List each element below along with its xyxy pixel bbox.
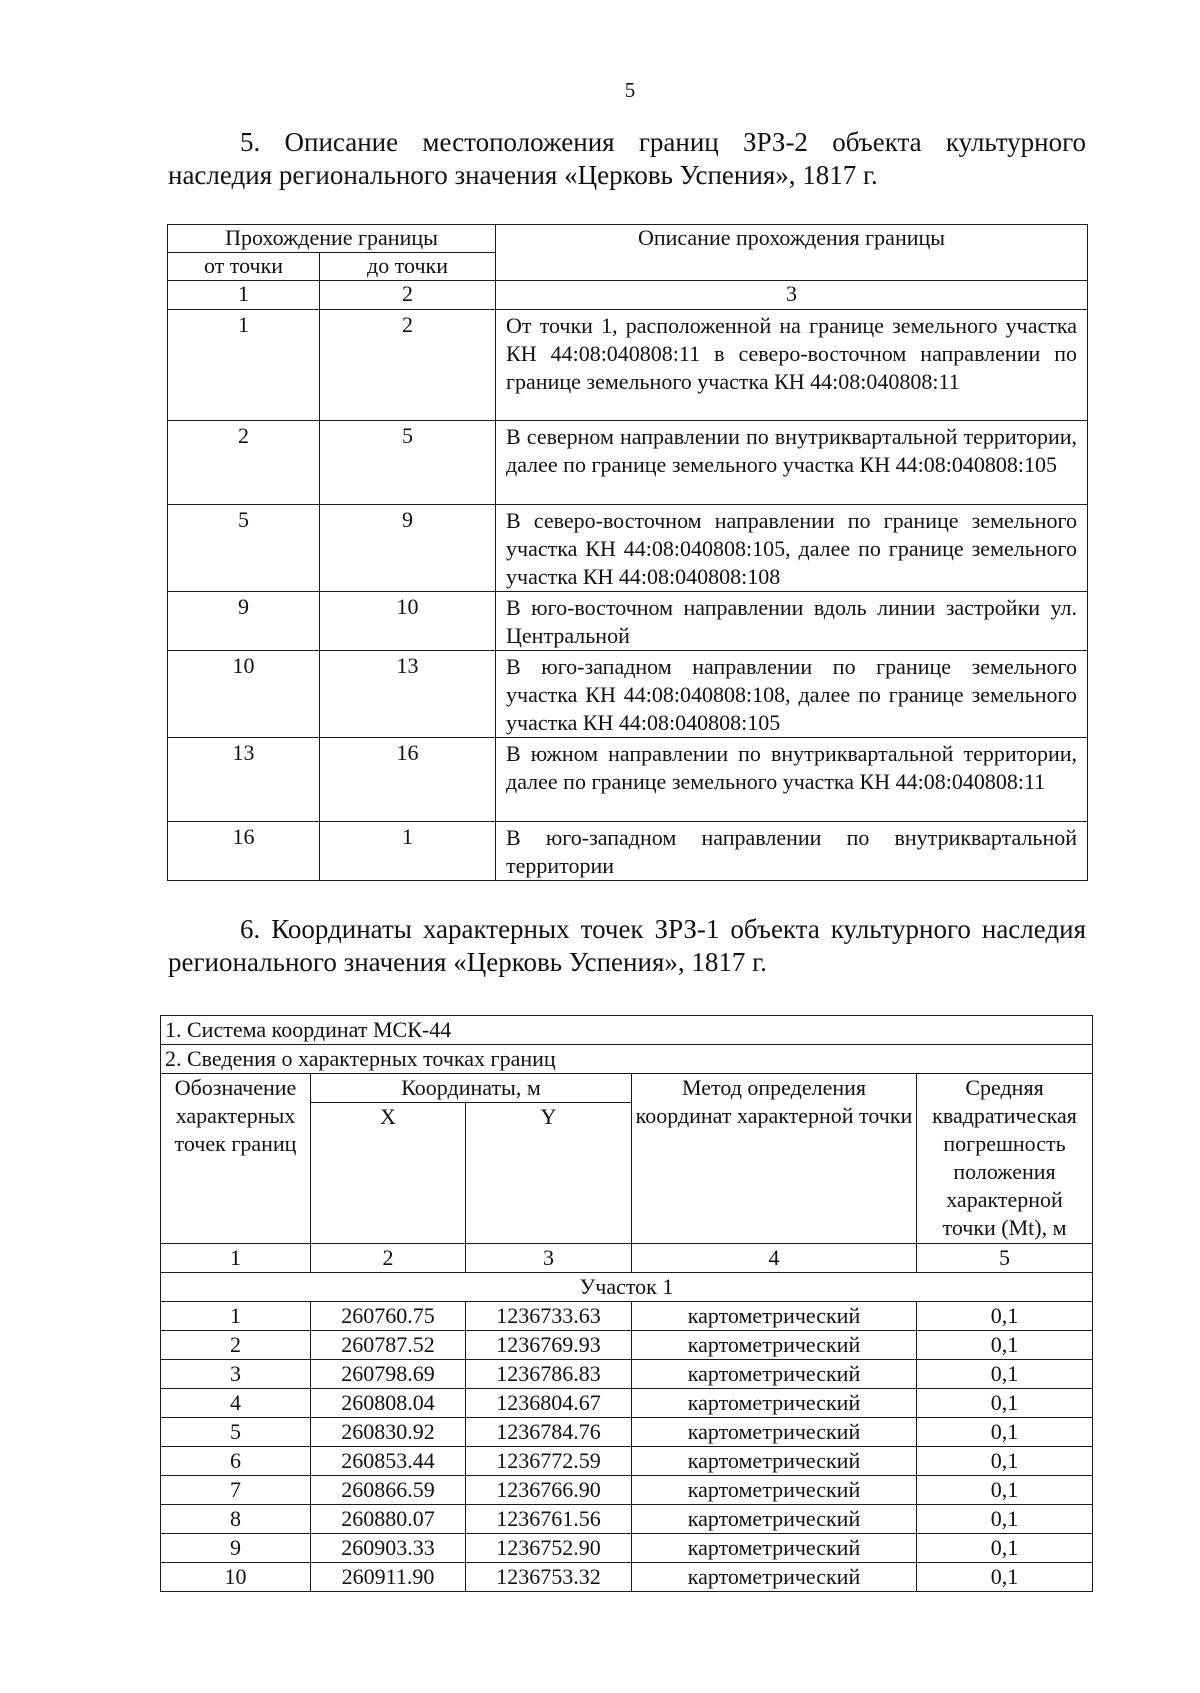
coord-y: 1236753.32 <box>466 1563 632 1592</box>
header-to: до точки <box>320 253 496 281</box>
boundary-description <box>496 738 1088 822</box>
description-text: В северо-восточном направлении по границе земельного участка КН 44:08:040808:105, далее по границе земельного участка КН 44:08:040808:108 <box>506 508 1078 589</box>
error: 0,1 <box>917 1331 1093 1360</box>
coord-x: 260787.52 <box>311 1331 466 1360</box>
from-point: 2 <box>168 421 320 505</box>
col-number: 1 <box>168 281 320 310</box>
table-row <box>161 1389 1093 1418</box>
coord-y: 1236786.83 <box>466 1360 632 1389</box>
method: картометрический <box>632 1418 917 1447</box>
table-row <box>161 1447 1093 1476</box>
error: 0,1 <box>917 1302 1093 1331</box>
error: 0,1 <box>917 1505 1093 1534</box>
col-number: 4 <box>632 1244 917 1273</box>
error: 0,1 <box>917 1563 1093 1592</box>
point-number: 6 <box>161 1447 311 1476</box>
header-from: от точки <box>168 253 320 281</box>
method: картометрический <box>632 1563 917 1592</box>
header-description: Описание прохождения границы <box>496 225 1088 281</box>
coord-x: 260808.04 <box>311 1389 466 1418</box>
to-point: 5 <box>320 421 496 505</box>
coord-y: 1236772.59 <box>466 1447 632 1476</box>
table-row <box>161 1563 1093 1592</box>
coord-y: 1236733.63 <box>466 1302 632 1331</box>
boundary-description <box>496 822 1088 881</box>
boundary-description <box>496 505 1088 592</box>
method: картометрический <box>632 1331 917 1360</box>
coord-x: 260866.59 <box>311 1476 466 1505</box>
from-point: 5 <box>168 505 320 592</box>
coord-x: 260798.69 <box>311 1360 466 1389</box>
description-text: В юго-восточном направлении вдоль линии застройки ул. Центральной <box>506 595 1078 648</box>
error: 0,1 <box>917 1447 1093 1476</box>
header-method: Метод определения координат характерной точки <box>632 1074 917 1244</box>
table-row <box>168 505 1088 592</box>
point-number: 8 <box>161 1505 311 1534</box>
description-text: В южном направлении по внутриквартальной территории, далее по границе земельного участка КН 44:08:040808:11 <box>506 741 1078 794</box>
to-point: 1 <box>320 822 496 881</box>
coord-y: 1236766.90 <box>466 1476 632 1505</box>
description-text: В северном направлении по внутриквартальной территории, далее по границе земельного участка КН 44:08:040808:105 <box>506 424 1078 477</box>
table-row <box>168 310 1088 421</box>
from-point: 13 <box>168 738 320 822</box>
description-text: От точки 1, расположенной на границе земельного участка КН 44:08:040808:11 в северо-восточном направлении по границе земельного участка КН 44:08:040808:11 <box>506 313 1078 394</box>
coord-x: 260853.44 <box>311 1447 466 1476</box>
point-number: 10 <box>161 1563 311 1592</box>
col-number: 1 <box>161 1244 311 1273</box>
coord-y: 1236784.76 <box>466 1418 632 1447</box>
table-row <box>161 1505 1093 1534</box>
section-label: Участок 1 <box>161 1273 1093 1302</box>
to-point: 9 <box>320 505 496 592</box>
header-error: Средняя квадратическая погрешность положения характерной точки (Mt), м <box>917 1074 1093 1244</box>
header-passage: Прохождение границы <box>168 225 496 253</box>
point-number: 7 <box>161 1476 311 1505</box>
table-row <box>161 1302 1093 1331</box>
description-text: В юго-западном направлении по внутриквартальной территории <box>506 825 1078 878</box>
error: 0,1 <box>917 1360 1093 1389</box>
coord-x: 260830.92 <box>311 1418 466 1447</box>
section-6-heading: 6. Координаты характерных точек ЗРЗ-1 объекта культурного наследия регионального значения «Церковь Успения», 1817 г. <box>168 914 1086 977</box>
header-y: Y <box>466 1103 632 1244</box>
to-point: 13 <box>320 651 496 738</box>
boundary-description <box>496 310 1088 421</box>
header-coordinates: Координаты, м <box>311 1074 632 1103</box>
table-row <box>168 738 1088 822</box>
coord-y: 1236769.93 <box>466 1331 632 1360</box>
method: картометрический <box>632 1534 917 1563</box>
points-info: 2. Сведения о характерных точках границ <box>161 1045 1093 1074</box>
point-number: 5 <box>161 1418 311 1447</box>
point-number: 3 <box>161 1360 311 1389</box>
coordinate-system: 1. Система координат МСК-44 <box>161 1016 1093 1045</box>
method: картометрический <box>632 1505 917 1534</box>
point-number: 4 <box>161 1389 311 1418</box>
boundary-description <box>496 421 1088 505</box>
table-row <box>161 1360 1093 1389</box>
point-number: 2 <box>161 1331 311 1360</box>
description-text: В юго-западном направлении по границе земельного участка КН 44:08:040808:108, далее по границе земельного участка КН 44:08:040808:105 <box>506 654 1078 735</box>
boundary-description <box>496 651 1088 738</box>
coord-x: 260760.75 <box>311 1302 466 1331</box>
error: 0,1 <box>917 1418 1093 1447</box>
coord-x: 260911.90 <box>311 1563 466 1592</box>
method: картометрический <box>632 1389 917 1418</box>
boundary-description <box>496 592 1088 651</box>
table-row <box>161 1534 1093 1563</box>
table-row <box>168 421 1088 505</box>
coord-y: 1236804.67 <box>466 1389 632 1418</box>
coord-x: 260903.33 <box>311 1534 466 1563</box>
col-number: 2 <box>311 1244 466 1273</box>
point-number: 9 <box>161 1534 311 1563</box>
method: картометрический <box>632 1447 917 1476</box>
table-row <box>161 1418 1093 1447</box>
to-point: 2 <box>320 310 496 421</box>
header-x: X <box>311 1103 466 1244</box>
from-point: 1 <box>168 310 320 421</box>
coordinates-table <box>160 1015 1093 1592</box>
table-row <box>168 822 1088 881</box>
from-point: 10 <box>168 651 320 738</box>
col-number: 3 <box>466 1244 632 1273</box>
header-designation: Обозначение характерных точек границ <box>161 1074 311 1244</box>
table-row <box>161 1476 1093 1505</box>
method: картометрический <box>632 1360 917 1389</box>
page-number: 5 <box>624 78 636 102</box>
method: картометрический <box>632 1476 917 1505</box>
table-row <box>161 1331 1093 1360</box>
point-number: 1 <box>161 1302 311 1331</box>
col-number: 2 <box>320 281 496 310</box>
coord-y: 1236752.90 <box>466 1534 632 1563</box>
col-number: 3 <box>496 281 1088 310</box>
error: 0,1 <box>917 1534 1093 1563</box>
coord-y: 1236761.56 <box>466 1505 632 1534</box>
col-number: 5 <box>917 1244 1093 1273</box>
to-point: 16 <box>320 738 496 822</box>
from-point: 16 <box>168 822 320 881</box>
to-point: 10 <box>320 592 496 651</box>
section-5-heading: 5. Описание местоположения границ ЗРЗ-2 объекта культурного наследия регионального значения «Церковь Успения», 1817 г. <box>168 127 1086 190</box>
error: 0,1 <box>917 1389 1093 1418</box>
boundary-description-table <box>167 224 1088 881</box>
method: картометрический <box>632 1302 917 1331</box>
table-row <box>168 592 1088 651</box>
coord-x: 260880.07 <box>311 1505 466 1534</box>
from-point: 9 <box>168 592 320 651</box>
error: 0,1 <box>917 1476 1093 1505</box>
table-row <box>168 651 1088 738</box>
